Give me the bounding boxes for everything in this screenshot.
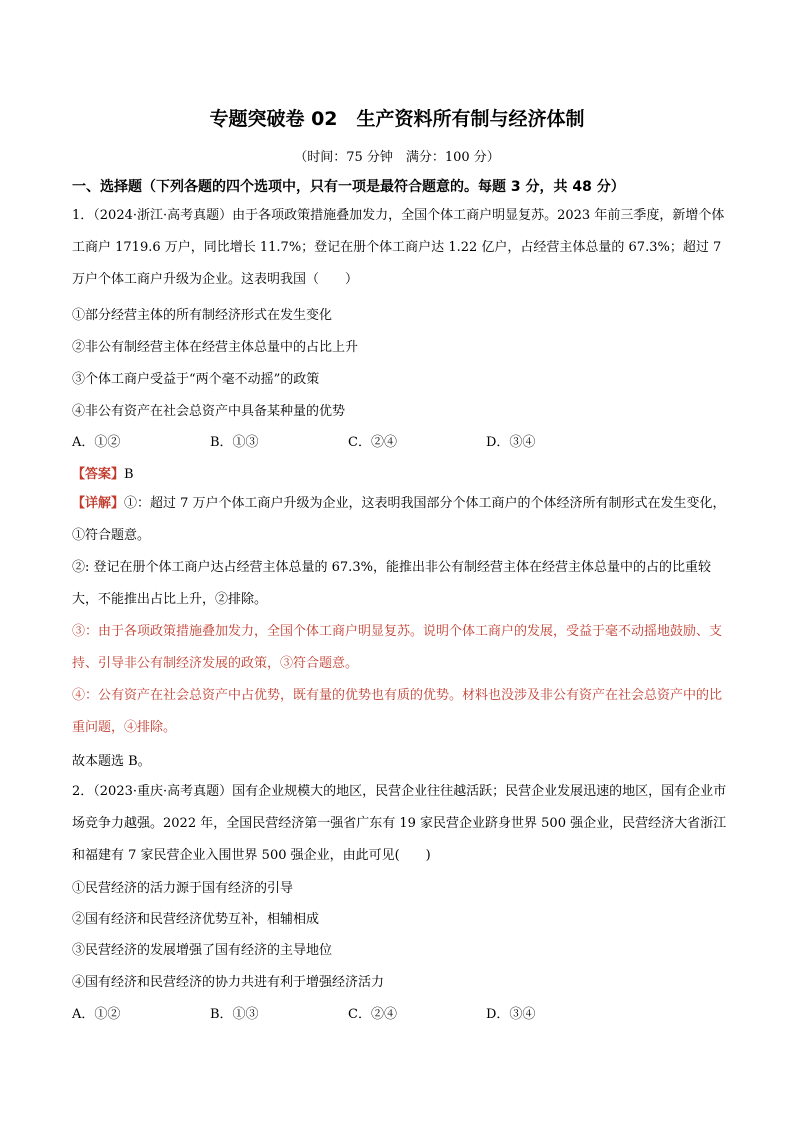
section-heading: 一、选择题（下列各题的四个选项中，只有一项是最符合题意的。每题 3 分，共 48 分） bbox=[72, 179, 625, 195]
question-1-detail-3 bbox=[72, 616, 727, 680]
question-1-answer bbox=[72, 463, 134, 482]
question-1-detail-1 bbox=[72, 488, 727, 552]
question-2-item-2: ②国有经济和民营经济优势互补，相辅相成 bbox=[72, 912, 320, 927]
question-2-stem: 2．（2023·重庆·高考真题）国有企业规模大的地区，民营企业往往越活跃；民营企业发展迅速的地区，国有企业市场竞争力越强。2022 年，全国民营经济第一强省广东有 19 家民营企业跻身世界 500 强企业，民营经济大省浙江和福建有 7 家民营企业入围世界 500 强企业，由此可见( ) bbox=[72, 784, 727, 863]
question-1-detail-4 bbox=[72, 680, 727, 744]
question-2-item-3: ③民营经济的发展增强了国有经济的主导地位 bbox=[72, 943, 333, 958]
detail-text-2: ②: 登记在册个体工商户达占经营主体总量的 67.3%，能推出非公有制经营主体在经营主体总量中的占的比重较大，不能推出占比上升，②排除。 bbox=[72, 560, 711, 607]
page-title: 专题突破卷 02 生产资料所有制与经济体制 bbox=[209, 108, 585, 130]
detail-text-3: ③：由于各项政策措施叠加发力，全国个体工商户明显复苏。说明个体工商户的发展，受益于毫不动摇地鼓励、支持、引导非公有制经济发展的政策，③符合题意。 bbox=[72, 624, 723, 671]
answer-value: B bbox=[124, 467, 134, 482]
question-2-option-a: A．①② bbox=[72, 1007, 121, 1022]
question-1-item-2: ②非公有制经营主体在经营主体总量中的占比上升 bbox=[72, 340, 359, 355]
question-2-option-d: D．③④ bbox=[486, 1007, 536, 1022]
question-1-option-b: B．①③ bbox=[210, 435, 259, 450]
answer-tag: 【答案】 bbox=[72, 467, 125, 482]
question-1-option-c: C．②④ bbox=[348, 435, 397, 450]
question-1-conclusion: 故本题选 B。 bbox=[72, 754, 151, 769]
question-1-stem: 1．（2024·浙江·高考真题）由于各项政策措施叠加发力，全国个体工商户明显复苏。2023 年前三季度，新增个体工商户 1719.6 万户，同比增长 11.7%；登记在册个体工商户达 1.22 亿户，占经营主体总量的 67.3%；超过 7 万户个体工商户升级为企业。这表明我国（ ） bbox=[72, 208, 725, 287]
question-1-option-a: A．①② bbox=[72, 435, 121, 450]
question-1-option-d: D．③④ bbox=[486, 435, 536, 450]
question-1-item-1: ①部分经营主体的所有制经济形式在发生变化 bbox=[72, 308, 333, 323]
question-2-item-4: ④国有经济和民营经济的协力共进有利于增强经济活力 bbox=[72, 975, 385, 990]
question-2-option-b: B．①③ bbox=[210, 1007, 259, 1022]
detail-text-1: ①：超过 7 万户个体工商户升级为企业，这表明我国部分个体工商户的个体经济所有制形式在发生变化，①符合题意。 bbox=[72, 496, 726, 543]
question-1-item-4: ④非公有资产在社会总资产中具备某种量的优势 bbox=[72, 404, 346, 419]
detail-text-4: ④：公有资产在社会总资产中占优势，既有量的优势也有质的优势。材料也没涉及非公有资产在社会总资产中的比重问题，④排除。 bbox=[72, 688, 723, 735]
question-1-detail-2 bbox=[72, 552, 727, 616]
question-1-item-3: ③个体工商户受益于“两个毫不动摇”的政策 bbox=[72, 372, 320, 387]
exam-subtitle: （时间：75 分钟 满分：100 分） bbox=[294, 150, 500, 165]
detail-tag: 【详解】 bbox=[72, 496, 125, 511]
question-2-option-c: C．②④ bbox=[348, 1007, 397, 1022]
question-2-item-1: ①民营经济的活力源于国有经济的引导 bbox=[72, 881, 294, 896]
